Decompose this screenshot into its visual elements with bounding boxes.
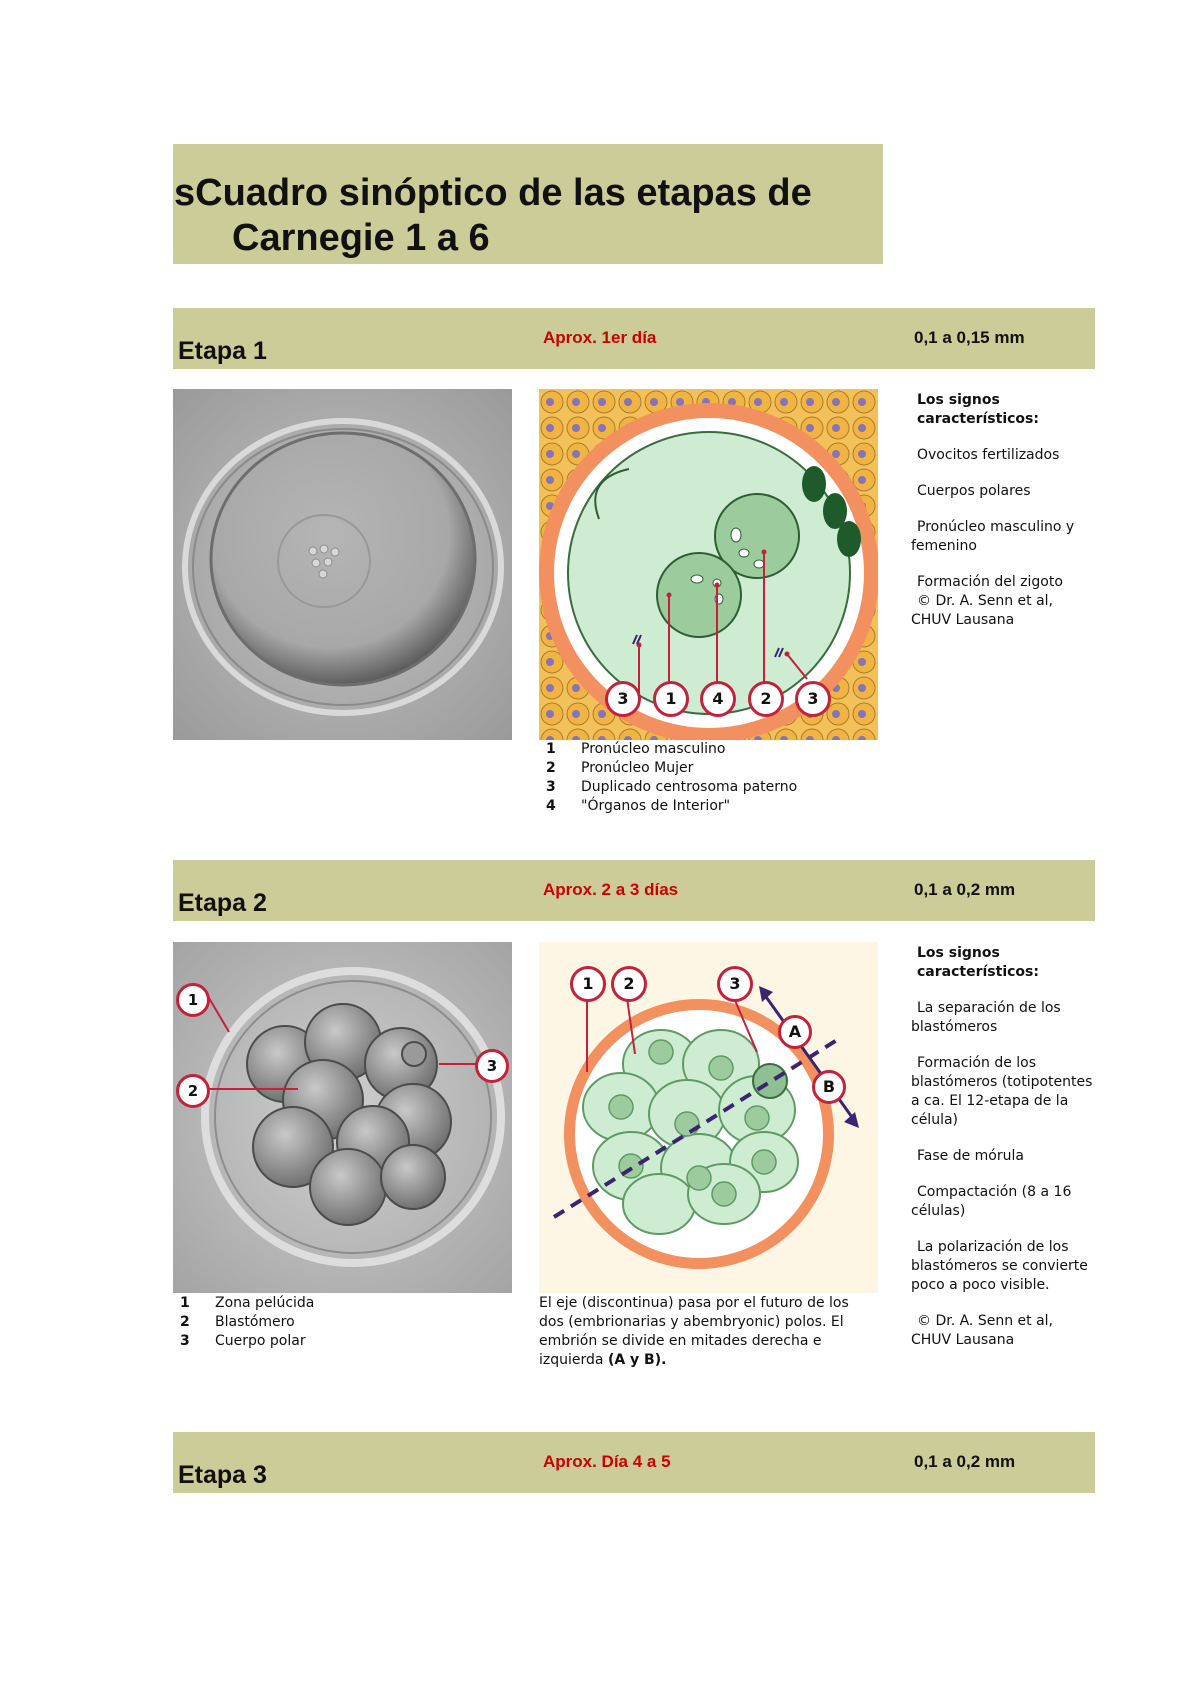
legend-item: 4 "Órganos de Interior" — [546, 798, 731, 814]
stage-1-marker-1: 1 — [653, 681, 689, 717]
caption-text: El eje (discontinua) pasa por el futuro de los dos (embrionarias y abembryonic) polos. El embrión se divide en mitades derecha e izquierda — [539, 1295, 849, 1368]
credit — [917, 1312, 1096, 1331]
legend-item: 1 Pronúcleo masculino — [546, 741, 726, 757]
legend-item: 1 Zona pelúcida — [180, 1295, 315, 1311]
stage-2-age: Aprox. 2 a 3 días — [543, 880, 679, 899]
stage-1-header — [173, 308, 1095, 369]
stage-3-size: 0,1 a 0,2 mm — [914, 1452, 1016, 1471]
stage-2-diagram-marker-1: 1 — [570, 966, 606, 1002]
sign-item: La separación de los blastómeros — [911, 1000, 1061, 1035]
stage-2-diagram-marker-b: B — [812, 1070, 846, 1104]
stage-2-photo-marker-2: 2 — [176, 1074, 210, 1108]
stage-1-photo — [173, 389, 512, 740]
signs-heading: Los signos característicos: — [917, 945, 1039, 980]
credit — [917, 592, 1096, 611]
stage-1-size: 0,1 a 0,15 mm — [914, 328, 1025, 347]
stage-1-marker-3a: 3 — [605, 681, 641, 717]
stage-1-title: Etapa 1 — [178, 337, 267, 365]
caption-bold: (A y B). — [607, 1352, 667, 1368]
stage-2-header — [173, 860, 1095, 921]
stage-3-title: Etapa 3 — [178, 1461, 267, 1489]
copyright-icon: © — [917, 593, 931, 609]
legend-item: 3 Cuerpo polar — [180, 1333, 306, 1349]
copyright-icon: © — [917, 1313, 931, 1329]
sign-item: La polarización de los blastómeros se convierte poco a poco visible. — [911, 1239, 1088, 1293]
sign-item: Ovocitos fertilizados — [917, 447, 1060, 463]
legend-item: 3 Duplicado centrosoma paterno — [546, 779, 798, 795]
sign-item: Formación del zigoto — [917, 574, 1063, 590]
stage-2-diagram-marker-2: 2 — [611, 966, 647, 1002]
stage-1-diagram — [539, 389, 878, 740]
stage-3-age: Aprox. Día 4 a 5 — [543, 1452, 671, 1471]
stage-2-signs — [911, 944, 1096, 1350]
legend-item: 2 Blastómero — [180, 1314, 295, 1330]
signs-heading: Los signos característicos: — [917, 392, 1039, 427]
stage-1-age: Aprox. 1er día — [543, 328, 657, 347]
sign-item: Compactación (8 a 16 células) — [911, 1184, 1072, 1219]
sign-item: Formación de los blastómeros (totipotentes a ca. El 12-etapa de la célula) — [911, 1055, 1093, 1128]
credit-line2: CHUV Lausana — [911, 612, 1015, 628]
stage-2-title: Etapa 2 — [178, 889, 267, 917]
stage-2-diagram — [539, 942, 878, 1293]
credit-line2: CHUV Lausana — [911, 1332, 1015, 1348]
sign-item: Pronúcleo masculino y femenino — [911, 519, 1075, 554]
stage-2-diagram-marker-3: 3 — [717, 966, 753, 1002]
stage-2-photo-marker-1: 1 — [176, 983, 210, 1017]
credit-line1: Dr. A. Senn et al, — [935, 1313, 1054, 1329]
stage-2-diagram-marker-a: A — [778, 1015, 812, 1049]
stage-1-marker-4: 4 — [700, 681, 736, 717]
sign-item: Fase de mórula — [917, 1148, 1024, 1164]
stage-2-diagram-caption — [539, 1294, 849, 1370]
stage-2-photo-marker-3: 3 — [475, 1049, 509, 1083]
stage-2-photo — [173, 942, 512, 1293]
credit-line1: Dr. A. Senn et al, — [935, 593, 1054, 609]
legend-item: 2 Pronúcleo Mujer — [546, 760, 694, 776]
stage-2-photo-legend — [180, 1294, 314, 1351]
stage-1-signs — [911, 391, 1096, 630]
page-title-line1: sCuadro sinóptico de las etapas de — [174, 172, 812, 214]
stage-1-diagram-legend — [546, 740, 797, 816]
stage-3-header — [173, 1432, 1095, 1493]
sign-item: Cuerpos polares — [917, 483, 1031, 499]
page-title-line2: Carnegie 1 a 6 — [232, 217, 490, 259]
stage-1-marker-2: 2 — [748, 681, 784, 717]
stage-1-marker-3b: 3 — [795, 681, 831, 717]
stage-2-size: 0,1 a 0,2 mm — [914, 880, 1016, 899]
